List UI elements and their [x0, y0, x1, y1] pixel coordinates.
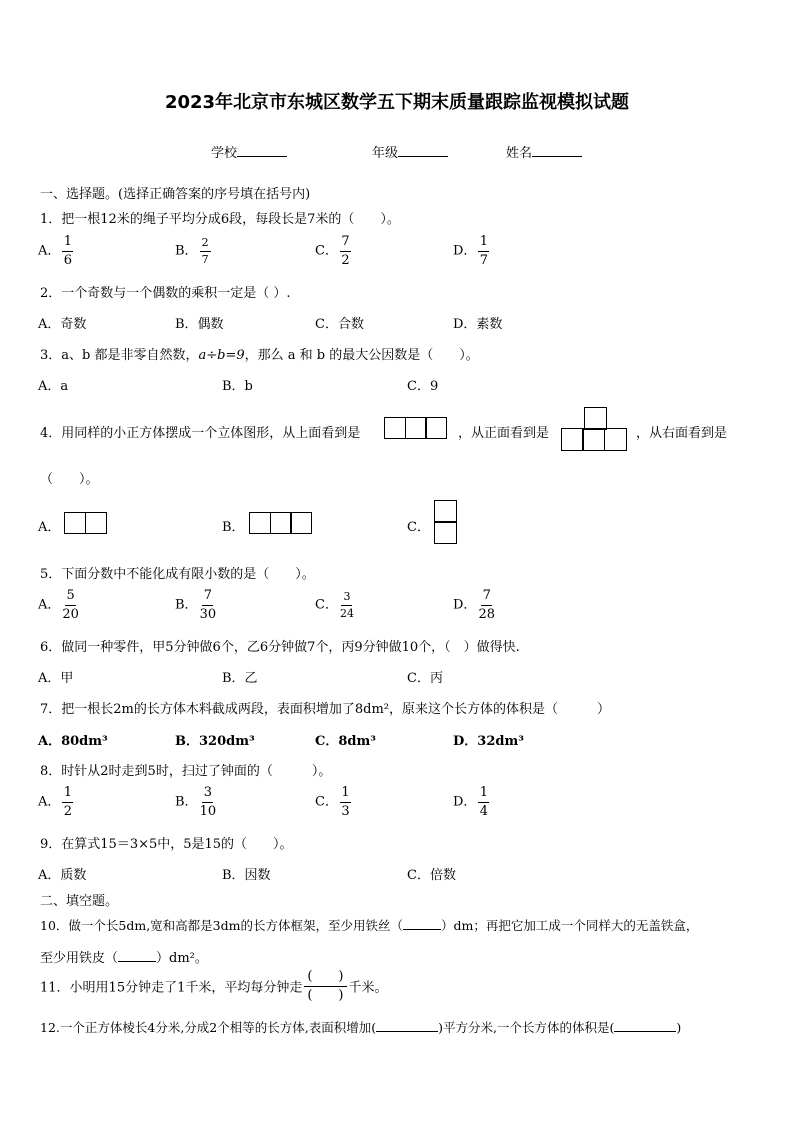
- q8-option-a[interactable]: [38, 786, 75, 818]
- question-3-text: [40, 344, 479, 363]
- numerator: 3: [202, 786, 213, 803]
- numerator: 7: [202, 589, 213, 606]
- q2-option-a[interactable]: A．奇数: [38, 317, 87, 332]
- question-7-text: 7．把一根长2m的长方体木料截成两段，表面积增加了8dm²，原来这个长方体的体积是（ ）: [40, 702, 611, 717]
- numerator: 1: [340, 786, 351, 803]
- q7-option-d[interactable]: D．32dm³: [453, 734, 524, 749]
- denominator: 2: [341, 252, 350, 268]
- q11-answer-fraction[interactable]: [304, 970, 346, 1002]
- denominator: ( ): [307, 987, 344, 1003]
- denominator: 2: [63, 803, 73, 819]
- q3-text-a: 3．a、b 都是非零自然数，: [40, 348, 199, 363]
- numerator: 1: [478, 235, 489, 252]
- q5-option-a[interactable]: [38, 589, 81, 621]
- denominator: 30: [199, 606, 217, 622]
- q7-option-c[interactable]: C．8dm³: [315, 734, 376, 749]
- denominator: 10: [199, 803, 217, 819]
- q12-text-b: )平方分米,一个长方体的体积是(: [438, 1020, 615, 1035]
- question-4-text-b: ，从正面看到是: [458, 426, 550, 441]
- numerator: 7: [481, 589, 492, 606]
- denominator: 6: [63, 252, 73, 268]
- option-label: A．: [38, 597, 61, 613]
- grade-label: 年级: [372, 146, 399, 161]
- question-10-line-2: [40, 947, 208, 966]
- q10-text-a: 10．做一个长5dm,宽和高都是3dm的长方体框架，至少用铁丝（: [40, 918, 403, 933]
- question-4-text-c: ，从右面看到是: [636, 426, 728, 441]
- top-view-figure: [386, 417, 447, 439]
- denominator: 28: [478, 606, 495, 622]
- question-4-text-a: 4．用同样的小正方体摆成一个立体图形，从上面看到是: [40, 426, 361, 441]
- option-label: B．: [175, 597, 198, 613]
- q4-option-b-figure[interactable]: [251, 512, 312, 534]
- q10-text-c: 至少用铁皮（: [40, 951, 119, 966]
- question-1-text: 1．把一根12米的绳子平均分成6段，每段长是7米的（ ）。: [40, 212, 400, 227]
- question-9-text: 9．在算式15＝3×5中，5是15的（ ）。: [40, 837, 293, 852]
- q6-option-b[interactable]: B．乙: [222, 671, 258, 686]
- q6-option-a[interactable]: A．甲: [38, 671, 74, 686]
- q10-blank-1[interactable]: [403, 917, 441, 930]
- denominator: 7: [479, 252, 489, 268]
- option-label: D．: [453, 243, 477, 259]
- numerator: 2: [200, 237, 211, 252]
- q1-option-d[interactable]: [453, 235, 491, 267]
- q3-option-c[interactable]: C．9: [407, 379, 439, 394]
- q11-text-b: 千米。: [348, 980, 388, 996]
- question-4-text-d: （ ）。: [40, 472, 99, 487]
- q1-option-c[interactable]: [315, 235, 353, 267]
- name-field: [506, 142, 582, 161]
- q10-text-b: ）dm；再把它加工成一个同样大的无盖铁盒，: [441, 918, 699, 933]
- denominator: 7: [201, 252, 209, 266]
- name-blank[interactable]: [532, 144, 582, 157]
- name-label: 姓名: [506, 146, 533, 161]
- q5-option-b[interactable]: [175, 589, 218, 621]
- q2-option-d[interactable]: D．素数: [453, 317, 503, 332]
- numerator: 7: [340, 235, 351, 252]
- option-label: A．: [38, 243, 61, 259]
- q3-formula: a÷b=9: [198, 348, 245, 363]
- q5-option-d[interactable]: [453, 589, 497, 621]
- q2-option-c[interactable]: C．合数: [315, 317, 364, 332]
- numerator: 1: [62, 235, 73, 252]
- q8-option-b[interactable]: [175, 786, 218, 818]
- grade-blank[interactable]: [398, 144, 448, 157]
- option-label: D．: [453, 597, 477, 613]
- option-label: C．: [315, 243, 338, 259]
- grade-field: [372, 142, 448, 161]
- numerator: 5: [65, 589, 76, 606]
- q8-option-d[interactable]: [453, 786, 491, 818]
- school-field: [211, 142, 287, 161]
- q9-option-b[interactable]: B．因数: [222, 868, 271, 883]
- denominator: 20: [62, 606, 79, 622]
- page-title: 2023年北京市东城区数学五下期末质量跟踪监视模拟试题: [164, 92, 630, 113]
- denominator: 24: [339, 606, 354, 620]
- front-view-figure: [561, 407, 633, 453]
- question-6-text: 6．做同一种零件，甲5分钟做6个，乙6分钟做7个，丙9分钟做10个，（ ）做得快.: [40, 640, 520, 655]
- q7-option-b[interactable]: B．320dm³: [175, 734, 255, 749]
- numerator: 1: [478, 786, 489, 803]
- question-2-text: 2．一个奇数与一个偶数的乘积一定是（ ）.: [40, 286, 291, 301]
- option-label: A．: [38, 794, 61, 810]
- option-label: D．: [453, 794, 477, 810]
- q3-option-b[interactable]: B．b: [222, 379, 253, 394]
- section-heading-choice: 一、选择题。(选择正确答案的序号填在括号内): [40, 187, 311, 202]
- q4-option-a-figure[interactable]: [66, 512, 107, 534]
- option-label: B．: [175, 794, 198, 810]
- denominator: 3: [341, 803, 350, 819]
- question-11-text: [40, 970, 388, 1002]
- q5-option-c[interactable]: [315, 591, 356, 619]
- denominator: 4: [479, 803, 489, 819]
- q6-option-c[interactable]: C．丙: [407, 671, 443, 686]
- school-label: 学校: [211, 146, 238, 161]
- option-label: C．: [315, 794, 338, 810]
- q1-option-b[interactable]: [175, 237, 213, 265]
- q11-text-a: 11．小明用15分钟走了1千米，平均每分钟走: [40, 980, 303, 996]
- q1-option-a[interactable]: [38, 235, 75, 267]
- q4-option-c-figure[interactable]: [434, 500, 457, 546]
- q4-option-b-label[interactable]: B．: [222, 520, 245, 535]
- numerator: 1: [62, 786, 73, 803]
- q3-option-a[interactable]: A．a: [38, 379, 69, 394]
- q10-text-d: ）dm²。: [156, 951, 208, 966]
- q2-option-b[interactable]: B．偶数: [175, 317, 224, 332]
- question-8-text: 8．时针从2时走到5时，扫过了钟面的（ ）。: [40, 764, 332, 779]
- q10-blank-2[interactable]: [118, 949, 156, 962]
- q12-text-c: ): [676, 1020, 682, 1035]
- numerator: 3: [341, 591, 352, 606]
- q12-blank-1[interactable]: [376, 1019, 438, 1032]
- q7-option-a[interactable]: A．80dm³: [38, 734, 108, 749]
- question-12-text: [40, 1018, 681, 1036]
- q12-text-a: 12.一个正方体棱长4分米,分成2个相等的长方体,表面积增加(: [40, 1020, 377, 1035]
- option-label: B．: [175, 243, 198, 259]
- school-blank[interactable]: [237, 144, 287, 157]
- question-10-line-1: [40, 916, 698, 934]
- q8-option-c[interactable]: [315, 786, 353, 818]
- q3-text-b: ，那么 a 和 b 的最大公因数是（ ）。: [244, 348, 479, 363]
- q9-option-c[interactable]: C．倍数: [407, 868, 456, 883]
- section-heading-fill: 二、填空题。: [40, 894, 119, 909]
- question-5-text: 5．下面分数中不能化成有限小数的是（ ）。: [40, 567, 315, 582]
- q9-option-a[interactable]: A．质数: [38, 868, 87, 883]
- q4-option-c-label[interactable]: C．: [407, 520, 430, 535]
- numerator: ( ): [304, 970, 346, 987]
- q4-option-a-label[interactable]: A．: [38, 520, 61, 535]
- q12-blank-2[interactable]: [614, 1019, 676, 1032]
- option-label: C．: [315, 597, 338, 613]
